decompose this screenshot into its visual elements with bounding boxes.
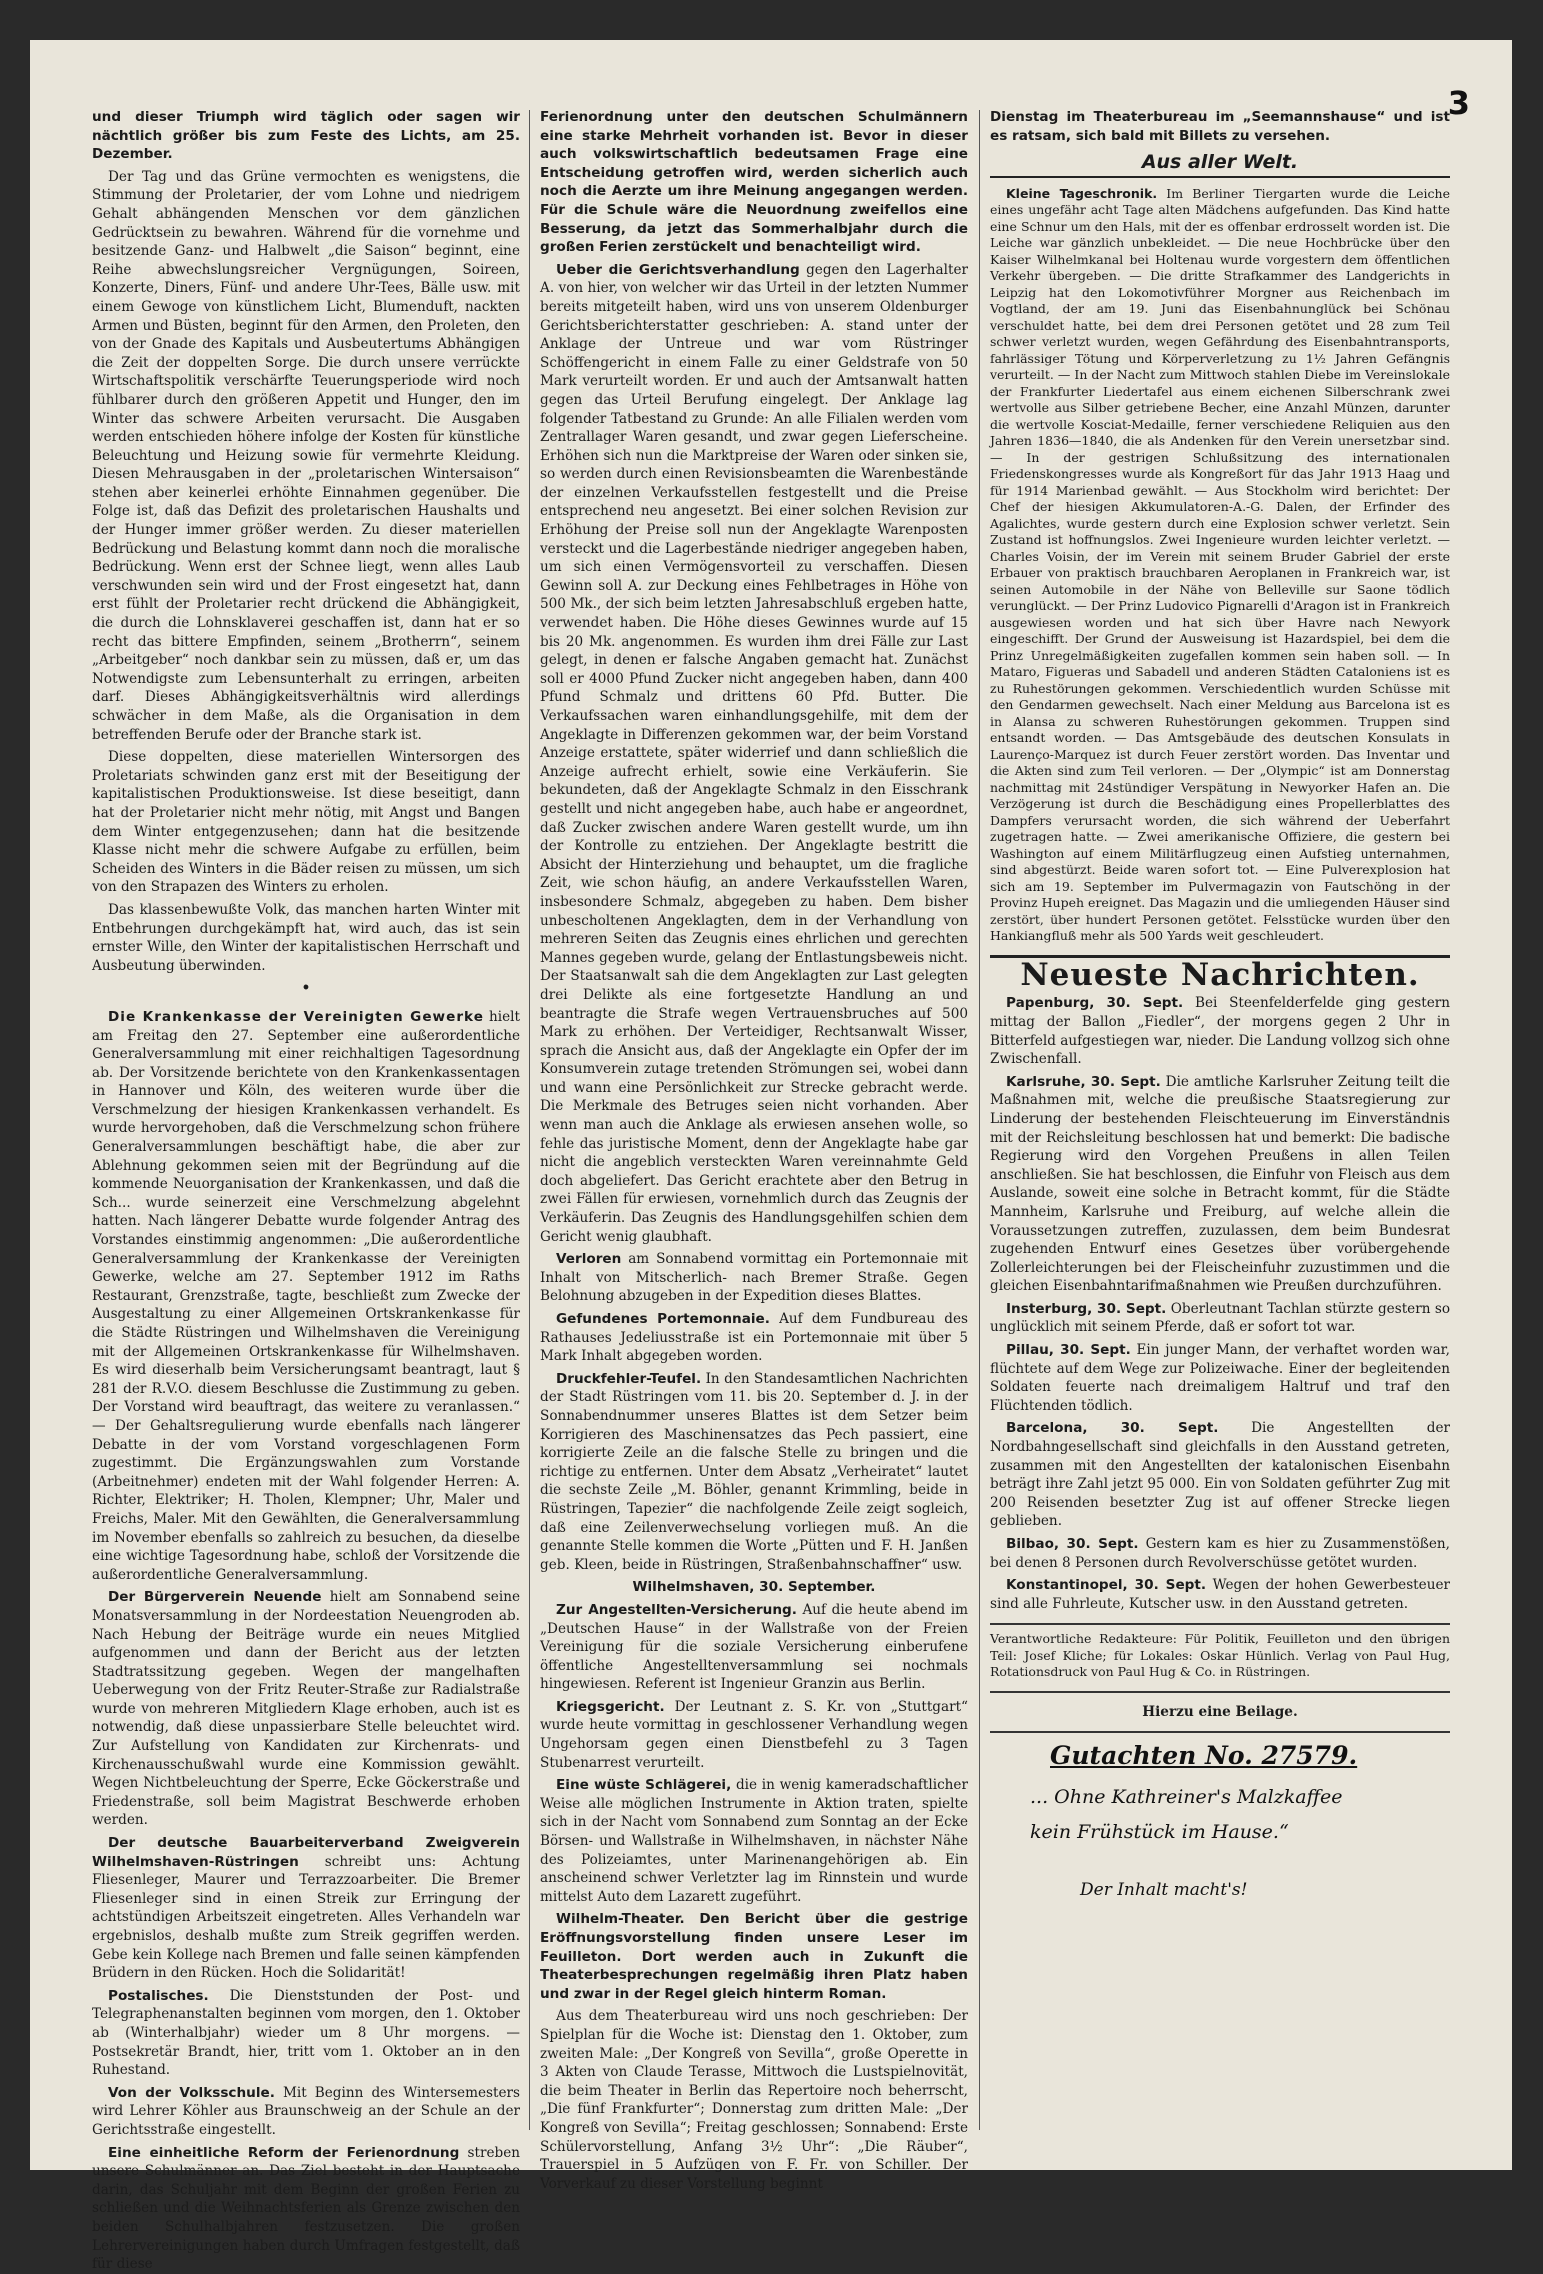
article-headline: Eine wüste Schlägerei,	[556, 1777, 732, 1794]
article-body: Mit Beginn des Wintersemesters wird Lehrer Köhler aus Braunschweig an der Schule an der Gerichtsstraße eingestellt.	[92, 2084, 520, 2138]
article-headline: Eine einheitliche Reform der Ferienordnung	[108, 2144, 460, 2161]
news-body: Oberleutnant Tachlan stürzte gestern so unglücklich mit seinem Pferde, daß er sofort tot war.	[990, 1300, 1450, 1336]
ad-line: ... Ohne Kathreiner's Malzkaffee	[1030, 1786, 1343, 1809]
news-body: Die Angestellten der Nordbahngesellschaft sind gleichfalls in den Ausstand getreten, zusammen mit den Angestellten der katalonischen Eisenbahn beträgt ihre Zahl jetzt 95 000. Ein von Soldaten geführter Zug mit 200 Reisenden besetzter Zug ist auf offener Strecke liegen geblieben.	[990, 1420, 1450, 1530]
article-gericht	[540, 261, 968, 1246]
article-kriegsgericht	[540, 1698, 968, 1772]
column-2	[540, 108, 969, 2192]
article-paragraph: Das klassenbewußte Volk, das manchen harten Winter mit Entbehrungen durchgekämpft hat, wird auch, das ist sein ernster Wille, den Winter der kapitalistischen Herrschaft und Ausbeutung überwinden.	[92, 901, 520, 974]
article-headline: Kriegsgericht.	[556, 1698, 665, 1715]
news-item	[990, 1341, 1450, 1415]
article-paragraph: Aus dem Theaterbureau wird uns noch geschrieben: Der Spielplan für die Woche ist: Dienstag den 1. Oktober, zum zweiten Male: „Der Kongreß von Sevilla“, große Operette in 3 Akten von Claude Terasse, Mittwoch die Lustspielnovität, die beim Theater in Berlin das Repertoire noch beherrscht, „Die fünf Frankfurter“; Donnerstag zum dritten Male: „Der Kongreß von Sevilla“; Freitag geschlossen; Sonnabend: Erste Schülervorstellung, Anfang 3½ Uhr“: „Die Räuber“, Trauerspiel in 5 Aufzügen von F. Fr. von Schiller. Der Vorverkauf zu dieser Vorstellung beginnt	[540, 2008, 968, 2192]
article-paragraph: Diese doppelten, diese materiellen Wintersorgen des Proletariats schwinden ganz erst mit der Beseitigung der kapitalistischen Produktionsweise. Ist diese beseitigt, dann hat der Proletarier nicht mehr nötig, mit Angst und Bangen dem Winter entgegenzusehen; dann hat die besitzende Klasse nicht mehr die schwere Aufgabe zu erfüllen, beim Scheiden des Winters in die Bäder reisen zu müssen, um sich von den Strapazen des Winters zu erholen.	[92, 749, 520, 896]
article-headline: Wilhelm-Theater.	[556, 1911, 685, 1928]
article-headline: Kleine Tageschronik.	[1006, 185, 1158, 201]
news-item	[990, 1300, 1450, 1337]
article-body: schreibt uns: Achtung Fliesenleger, Maurer und Terrazzoarbeiter. Die Bremer Fliesenleger sind in einen Streik zur Erringung der achtstündigen Arbeitszeit eingetreten. Alles Verhandeln war ergebnislos, deshalb mußte zum Streik gegriffen werden. Gebe kein Kollege nach Bremen und falle seinen kämpfenden Brüdern in den Rücken. Hoch die Solidarität!	[92, 1853, 520, 1982]
article-volksschule	[92, 2084, 520, 2140]
article-headline: Von der Volksschule.	[108, 2084, 275, 2101]
ad-line: kein Frühstück im Hause.“	[1030, 1820, 1289, 1843]
divider	[990, 1731, 1450, 1733]
article-body: streben unsere Schulmänner an. Das Ziel besteht in der Hauptsache darin, das Schuljahr mit dem Beginn der großen Ferien zu schließen und die Weihnachtsferien als Grenze zwischen den beiden Schulhalbjahren festzusetzen. Die großen Lehrervereinigungen haben durch Umfragen festgestellt, daß für diese	[92, 2144, 520, 2273]
imprint: Verantwortliche Redakteure: Für Politik, Feuilleton und den übrigen Teil: Josef Kliche; für Lokales: Oskar Hünlich. Verlag von Paul Hug, Rotationsdruck von Paul Hug & Co. in Rüstringen.	[990, 1631, 1450, 1680]
article-body: Im Berliner Tiergarten wurde die Leiche eines ungefähr acht Tage alten Mädchens aufgefunden. Das Kind hatte eine Schnur um den Hals, mit der es offenbar erdrosselt worden ist. Die Leiche war gänzlich unbekleidet. — Die neue Hochbrücke über den Kaiser Wilhelmkanal bei Holtenau wurde vorgestern dem öffentlichen Verkehr übergeben. — Die dritte Strafkammer des Landgerichts in Leipzig hat den Lokomotivführer Morgner aus Reichenbach im Vogtland, der am 19. Juni das Eisenbahnunglück bei Schönau verschuldet hatte, bei dem drei Personen getötet und 28 zum Teil schwer verletzt wurden, wegen Gefährdung des Eisenbahntransports, fahrlässiger Tötung und Körperverletzung zu 1½ Jahren Gefängnis verurteilt. — In der Nacht zum Mittwoch stahlen Diebe im Vereinslokale der Frankfurter Liedertafel aus einem eichenen Silberschrank zwei wertvolle aus Silber getriebene Becher, eine Anzahl Münzen, darunter die wertvolle Kosciat-Medaille, ferner verschiedene Reliquien aus den Jahren 1836—1840, die als Andenken für den Verein unersetzbar sind. — In der gestrigen Schlußsitzung des internationalen Friedenskongresses wurde als Kongreßort für das Jahr 1913 Haag und für 1914 Marienbad gewählt. — Aus Stockholm wird berichtet: Der Chef der hiesigen Akkumulatoren-A.-G. Dalen, der Erfinder des Agalichtes, wurde gestern durch eine Explosion schwer verletzt. Sein Zustand ist hoffnungslos. Zwei Ingenieure wurden leichter verletzt. — Charles Voisin, der im Verein mit seinem Bruder Gabriel der erste Erbauer von praktisch brauchbaren Aeroplanen in Frankreich war, ist seinen Automobile in der Nähe von Belleville sur Saone tödlich verunglückt. — Der Prinz Ludovico Pignarelli d'Aragon ist in Frankreich ausgewiesen worden und hat sich über Havre nach Newyork eingeschifft. Der Grund der Ausweisung ist Hazardspiel, bei dem die Prinz Unregelmäßigkeiten zugefallen kommen sein haben soll. — In Mataro, Figueras und Sabadell und anderen Städten Cataloniens ist es zu Ruhestörungen gekommen. Verschiedentlich wurden Schüsse mit den Gendarmen gewechselt. Nach einer Meldung aus Barcelona ist es in Alansa zu schweren Ruhestörungen gekommen. Truppen sind entsandt worden. — Das Amtsgebäude des deutschen Konsulats in Laurenço-Marquez ist durch Feuer zerstört worden. Das Inventar und die Akten sind zum Teil verloren. — Der „Olympic“ ist am Donnerstag nachmittag mit 24stündiger Verspätung in Newyorker Hafen an. Die Verzögerung ist durch die Beschädigung eines Propellerblattes des Dampfers verursacht worden, die sich während der Ueberfahrt zugetragen hatte. — Zwei amerikanische Offiziere, die gestern bei Washington auf einem Militärflugzeug einen Aufstieg unternahmen, sind abgestürzt. Beide waren sofort tot. — Eine Pulverexplosion hat sich am 19. September im Pulvermagazin von Fautschöng in der Provinz Hupeh ereignet. Das Magazin und die umliegenden Häuser sind zerstört, über hundert Personen getötet. Felsstücke wurden über den Hankiangfluß mehr als 500 Yards weit geschleudert.	[990, 185, 1450, 944]
article-bauarbeiter	[92, 1834, 520, 1983]
article-headline: Der deutsche Bauarbeiterverband Zweigverein Wilhelmshaven-Rüstringen	[92, 1835, 520, 1870]
article-headline: Die Krankenkasse der Vereinigten Gewerke	[108, 1008, 484, 1025]
article-headline: Zur Angestellten-Versicherung.	[556, 1601, 797, 1618]
news-item	[990, 994, 1450, 1068]
article-body: Auf dem Fundbureau des Rathauses Jedeliusstraße ist ein Portemonnaie mit über 5 Mark Inhalt abgegeben worden.	[540, 1311, 969, 1365]
article-body: Auf die heute abend im „Deutschen Hause“ in der Wallstraße von der Freien Vereinigung für die soziale Versicherung einberufene öffentliche Angestelltenversammlung sei nochmals hingewiesen. Referent ist Ingenieur Granzin aus Berlin.	[540, 1601, 969, 1693]
column-divider-1	[529, 110, 530, 2130]
supplement-notice: Hierzu eine Beilage.	[1142, 1703, 1298, 1720]
article-angestellten	[540, 1601, 968, 1694]
article-reform	[92, 2144, 520, 2274]
article-druckfehler	[540, 1370, 968, 1575]
news-item	[990, 1576, 1450, 1613]
article-paragraph: Dienstag im Theaterbureau im „Seemannshause“ und ist es ratsam, sich bald mit Billets zu versehen.	[990, 109, 1450, 144]
news-dateline: Papenburg, 30. Sept.	[1006, 995, 1184, 1012]
article-body: am Sonnabend vormittag ein Portemonnaie mit Inhalt von Mitscherlich- nach Bremer Straße. Gegen Belohnung abzugeben in der Expedition dieses Blattes.	[540, 1251, 968, 1305]
news-body: Ein junger Mann, der verhaftet worden war, flüchtete auf dem Wege zur Polizeiwache. Einer der begleitenden Soldaten feuerte nach dreimaligem Haltruf und traf den Flüchtenden tödlich.	[990, 1342, 1450, 1414]
article-buergerverein	[92, 1588, 520, 1830]
ad-signature: Der Inhalt macht's!	[1080, 1880, 1248, 1901]
article-headline: Druckfehler-Teufel.	[556, 1370, 702, 1387]
news-body: Die amtliche Karlsruher Zeitung teilt die Maßnahmen mit, welche die preußische Staatsregierung zur Linderung der bestehenden Fleischteuerung im Einverständnis mit der Reichsleitung beschlossen hat und bemerkt: Die badische Regierung wird den Vorgehen Preußens in allen Teilen anschließen. Sie hat beschlossen, die Einfuhr von Fleisch aus dem Auslande, soweit eine solche in Betracht kommt, für die Städte Mannheim, Karlsruhe und Freiburg, auf welche allein die Voraussetzungen zutreffen, zuzulassen, dem beim Bundesrat zugehenden Entwurf eines Gesetzes über vorübergehende Zollerleichterungen bei der Fleischeinfuhr zuzustimmen und die gleichen Eisenbahntarifmaßnahmen wie Preußen durchzuführen.	[990, 1073, 1450, 1295]
news-dateline: Karlsruhe, 30. Sept.	[1006, 1073, 1161, 1090]
article-paragraph: und dieser Triumph wird täglich oder sagen wir nächtlich größer bis zum Feste des Lichts, am 25. Dezember.	[92, 109, 520, 163]
column-3	[990, 108, 1450, 2138]
article-body: In den Standesamtlichen Nachrichten der Stadt Rüstringen vom 11. bis 20. September d. J. in der Sonnabendnummer unseres Blattes ist dem Setzer beim Korrigieren des Maschinensatzes das Pech passiert, eine korrigierte Zeile an die falsche Stelle zu bringen und die richtige zu entfernen. Unter dem Absatz „Verheiratet“ lautet die sechste Zeile „M. Böhler, genannt Krimmling, beide in Rüstringen, Tapezier“ die nachfolgende Zeile zeigt sogleich, daß eine Zeilenverwechselung vorliegen muß. An die genannte Stelle kommen die Worte „Pütten und F. H. Janßen geb. Kleen, beide in Rüstringen, Straßenbahnschaffner“ usw.	[540, 1370, 968, 1573]
handwritten-ad	[990, 1741, 1450, 1901]
section-title: Aus aller Welt.	[990, 153, 1450, 178]
column-divider-2	[979, 110, 980, 2130]
news-dateline: Bilbao, 30. Sept.	[1006, 1536, 1139, 1552]
article-body: Die Dienststunden der Post- und Telegraphenanstalten beginnen vom morgen, den 1. Oktober ab (Winterhalbjahr) wieder um 8 Uhr morgens. — Postsekretär Brandt, hier, tritt vom 1. Oktober an in den Ruhestand.	[92, 1987, 520, 2079]
separator-dot: •	[301, 980, 311, 997]
news-body: Bei Steenfelderfelde ging gestern mittag der Ballon „Fiedler“, der morgens gegen 2 Uhr in Bitterfeld aufgestiegen war, nieder. Die Landung vollzog sich ohne Zwischenfall.	[990, 995, 1451, 1068]
article-paragraph: Der Tag und das Grüne vermochten es wenigstens, die Stimmung der Proletarier, der vom Lohne und niedrigem Gehalt abhängenden Menschen vor dem gänzlichen Gedrücktsein zu bewahren. Während für die vornehme und besitzende Ganz- und Halbwelt „die Saison“ beginnt, eine Reihe abwechslungsreicher Vergnügungen, Soireen, Konzerte, Diners, Fünf- und andere Uhr-Tees, Bälle usw. mit einem Gewoge von künstlichem Licht, Blumenduft, nackten Armen und Büsten, beginnt für den Armen, den Proleten, den von der Gnade des Kapitals und Ausbeutertums Abhängigen die Zeit der doppelten Sorge. Die durch unsere verrückte Wirtschaftspolitik verschärfte Teuerungsperiode wird noch fühlbarer durch den größeren Appetit und Hunger, den im Winter das schwere Arbeiten verursacht. Die Ausgaben werden entschieden höhere infolge der Kosten für künstliche Beleuchtung und Heizung sowie für vermehrte Kleidung. Diesen Mehrausgaben in der „proletarischen Wintersaison“ stehen aber keinerlei erhöhte Einnahmen gegenüber. Die Folge ist, daß das Defizit des proletarischen Haushalts und der Hunger immer größer werden. Zu dieser materiellen Bedrückung und Belastung kommt dann noch die moralische Bedrückung. Wenn erst der Schnee liegt, wenn alles Laub verschwunden sein wird und der Frost eingesetzt hat, dann erst fühlt der Proletarier recht drückend die Abhängigkeit, die durch die Lohnsklaverei geschaffen ist, dann hat er so recht das bittere Empfinden, seinem „Brotherrn“, seinem „Arbeitgeber“ noch dankbar sein zu müssen, daß er, um das Notwendigste zum Lebensunterhalt zu erringen, arbeiten darf. Dieses Abhängigkeitsverhältnis wird allerdings schwächer in dem Maße, als die Organisation in dem betreffenden Berufe oder der Branche stark ist.	[92, 168, 520, 743]
news-dateline: Pillau, 30. Sept.	[1006, 1342, 1131, 1359]
article-headline: Ueber die Gerichtsverhandlung	[556, 261, 800, 278]
ad-title: Gutachten No. 27579.	[1050, 1741, 1358, 1771]
news-dateline: Barcelona, 30. Sept.	[1006, 1420, 1219, 1437]
news-body: Wegen der hohen Gewerbesteuer sind alle Fuhrleute, Kutscher usw. in den Ausstand getreten.	[990, 1577, 1450, 1612]
news-dateline: Insterburg, 30. Sept.	[1006, 1300, 1167, 1317]
news-item	[990, 1073, 1450, 1296]
section-title: Neueste Nachrichten.	[990, 955, 1450, 985]
article-headline: Gefundenes Portemonnaie.	[556, 1311, 770, 1327]
dateline: Wilhelmshaven, 30. September.	[632, 1579, 876, 1596]
article-body: hielt am Freitag den 27. September eine außerordentliche Generalversammlung mit einer reichhaltigen Tagesordnung ab. Der Vorsitzende berichtete von den Krankenkassentagen in Hannover und Köln, des weiteren wurde über die Verschmelzung der hiesigen Krankenkassen verhandelt. Es wurde hervorgehoben, daß die Verschmelzung schon frühere Generalversammlungen beschäftigt habe, die aber zur Ablehnung gekommen seien mit der Begründung auf die kommende Neuorganisation der Krankenkassen, und daß die Sch... wurde seinerzeit eine Verschmelzung abgelehnt hatten. Nach längerer Debatte wurde folgender Antrag des Vorstandes einstimmig angenommen: „Die außerordentliche Generalversammlung der Krankenkasse der Vereinigten Gewerke, welche am 27. September 1912 im Raths Restaurant, Grenzstraße, tagte, beschließt zum Zwecke der Ausgestaltung zu einer Allgemeinen Ortskrankenkasse für die Städte Rüstringen und Wilhelmshaven die Vereinigung mit der Allgemeinen Ortskrankenkasse für Wilhelmshaven. Es wird dieserhalb beim Versicherungsamt beantragt, laut § 281 der R.V.O. diesem Beschlusse die Zustimmung zu geben. Der Vorstand wird beauftragt, das weitere zu veranlassen.“ — Der Gehaltsregulierung wurde ebenfalls nach längerer Debatte in der vom Vorstand vorgeschlagenen Form zugestimmt. Die Ergänzungswahlen zum Vorstande (Arbeitnehmer) endeten mit der Wahl folgender Herren: A. Richter, Elektriker; H. Tholen, Klempner; Uhr, Maler und Freichs, Maler. Mit den Gewählten, die Generalversammlung im November ebenfalls so zahlreich zu besuchen, da dieselbe eine wichtige Tagesordnung habe, schloß der Vorsitzende die außerordentliche Generalversammlung.	[92, 1008, 520, 1583]
article-paragraph: Ferienordnung unter den deutschen Schulmännern eine starke Mehrheit vorhanden ist. Bevor in dieser auch volkswirtschaftlich bedeutsamen Frage eine Entscheidung getroffen wird, werden sicherlich auch noch die Aerzte um ihre Meinung angegangen werden. Für die Schule wäre die Neuordnung zweifellos eine Besserung, da jetzt das Sommerhalbjahr durch die großen Ferien zerstückelt und benachteiligt wird.	[540, 109, 968, 256]
article-tageschronik	[990, 186, 1450, 945]
imprint-box	[990, 1623, 1450, 1693]
article-body: gegen den Lagerhalter A. von hier, von welcher wir das Urteil in der letzten Nummer bereits mitgeteilt haben, wird uns von unserem Oldenburger Gerichtsberichterstatter geschrieben: A. stand unter der Anklage der Untreue und war vom Rüstringer Schöffengericht in einem Falle zu einer Geldstrafe von 50 Mark verurteilt worden. Er und auch der Amtsanwalt hatten gegen das Urteil Berufung eingelegt. Der Anklage lag folgender Tatbestand zu Grunde: An alle Filialen werden vom Zentrallager Waren gesandt, und zwar gegen Lieferscheine. Erhöhen sich nun die Marktpreise der Waren oder sinken sie, so werden durch einen Revisionsbeamten die Warenbestände der einzelnen Verkaufsstellen festgestellt und die Preise entsprechend neu angesetzt. Bei einer solchen Revision zur Erhöhung der Preise soll nun der Angeklagte Warenposten versteckt und die Lagerbestände niedriger angegeben haben, um sich einen Vermögensvorteil zu verschaffen. Diesen Gewinn soll A. zur Deckung eines Fehlbetrages in Höhe von 500 Mk., der sich beim letzten Jahresabschluß ergeben hatte, verwendet haben. Die Höhe dieses Gewinnes wurde auf 15 bis 20 Mk. angenommen. Es wurden ihm drei Fälle zur Last gelegt, in denen er falsche Angaben gemacht hat. Zunächst soll er 4000 Pfund Zucker nicht angegeben haben, dann 400 Pfund Schmalz und drittens 60 Pfd. Butter. Die Verkaufssachen waren einhandlungsgehilfe, mit dem der Angeklagte in Differenzen gekommen war, der beim Vorstand Anzeige erstattete, später widerrief und dann schließlich die Anzeige aufrecht erhielt, sowie eine Verkäuferin. Sie bekundeten, daß der Angeklagte Schmalz in den Eisschrank gestellt und nicht angegeben habe, auch habe er angeordnet, daß Zucker zwischen andere Waren gestellt wurde, um ihn der Kontrolle zu entziehen. Der Angeklagte bestritt die Absicht der Hinterziehung und behauptet, um die fragliche Zeit, wie schon häufig, an andere Verkaufsstellen Waren, insbesondere Schmalz, abgegeben zu haben. Dem bisher unbescholtenen Angeklagten, dem in der Verhandlung von mehreren Seiten das Zeugnis eines ehrlichen und gerechten Mannes gegeben wurde, gelang der Entlastungsbeweis nicht. Der Staatsanwalt sah die dem Angeklagten zur Last gelegten drei Delikte als eine fortgesetzte Handlung an und beantragte die Strafe wegen Vertrauensbruches auf 500 Mark zu erhöhen. Der Verteidiger, Rechtsanwalt Wisser, sprach die Ansicht aus, daß der Angeklagte ein Opfer der im Konsumverein zutage tretenden Strömungen sei, wobei dann und wann eine Persönlichkeit zur Strecke gebracht werde. Die Merkmale des Betruges seien nicht vorhanden. Aber wenn man auch die Anklage als erwiesen ansehen wolle, so fehle das juristische Moment, denn der Angeklagte habe gar nicht die angeblich versteckten Waren vereinnahmte Geld doch abgeliefert. Das Gericht erachtete aber den Betrug in zwei Fällen für erwiesen, vornehmlich durch das Zeugnis der Verkäuferin. Das Zeugnis des Handlungsgehilfen schien dem Gericht wenig glaubhaft.	[540, 261, 968, 1245]
news-list	[990, 994, 1450, 1613]
article-body: Den Bericht über die gestrige Eröffnungsvorstellung finden unsere Leser im Feuilleton. Dort werden auch in Zukunft die Theaterbesprechungen regelmäßig ihren Platz haben und zwar in der Regel gleich hinterm Roman.	[540, 1911, 968, 2002]
newspaper-page	[30, 40, 1512, 2273]
article-body: hielt am Sonnabend seine Monatsversammlung in der Nordeestation Neuengroden ab. Nach Hebung der Beiträge wurde ein neues Mitglied aufgenommen und dann der Bericht aus der letzten Stadtratssitzung gegeben. Wegen der mangelhaften Ueberwegung von der Fritz Reuter-Straße zur Radialstraße wurde von mehreren Mitgliedern Klage erhoben, auch ist es notwendig, daß diese unpassierbare Stelle beleuchtet wird. Zur Aufstellung von Kandidaten zur Kirchenrats- und Kirchenausschußwahl wurde eine Kommission gewählt. Wegen Nichtbeleuchtung der Sperre, Ecke Göckerstraße und Friedenstraße, soll beim Magistrat Beschwerde erhoben werden.	[92, 1589, 520, 1829]
article-verloren	[540, 1250, 968, 1306]
article-theater	[540, 1910, 968, 2003]
news-dateline: Konstantinopel, 30. Sept.	[1006, 1577, 1207, 1594]
news-item	[990, 1535, 1450, 1572]
news-body: Gestern kam es hier zu Zusammenstößen, bei denen 8 Personen durch Revolverschüsse getötet wurden.	[990, 1536, 1450, 1571]
page-number: 3	[1447, 84, 1470, 122]
article-body: die in wenig kameradschaftlicher Weise alle möglichen Instrumente in Aktion traten, spielte sich in der Nacht vom Sonnabend zum Sonntag an der Ecke Börsen- und Wallstraße in Wilhelmshaven, in nächster Nähe des Polizeiamtes, unter Marinenangehörigen ab. Ein anscheinend schwer Verletzter lag im Rinnstein und wurde mittelst Auto dem Lazarett zugeführt.	[540, 1777, 968, 1905]
article-schlaegerei	[540, 1776, 968, 1906]
article-headline: Verloren	[556, 1251, 622, 1268]
article-headline: Der Bürgerverein Neuende	[108, 1589, 322, 1606]
article-gefunden	[540, 1310, 968, 1366]
column-1	[92, 108, 520, 2273]
article-body: Der Leutnant z. S. Kr. von „Stuttgart“ wurde heute vormittag in geschlossener Verhandlung wegen Ungehorsam gegen einen Dienstbefehl zu 3 Tagen Stubenarrest verurteilt.	[540, 1698, 969, 1771]
news-item	[990, 1419, 1450, 1531]
article-headline: Postalisches.	[108, 1987, 209, 2004]
article-post	[92, 1987, 520, 2080]
article-krankenkasse	[92, 1008, 520, 1584]
